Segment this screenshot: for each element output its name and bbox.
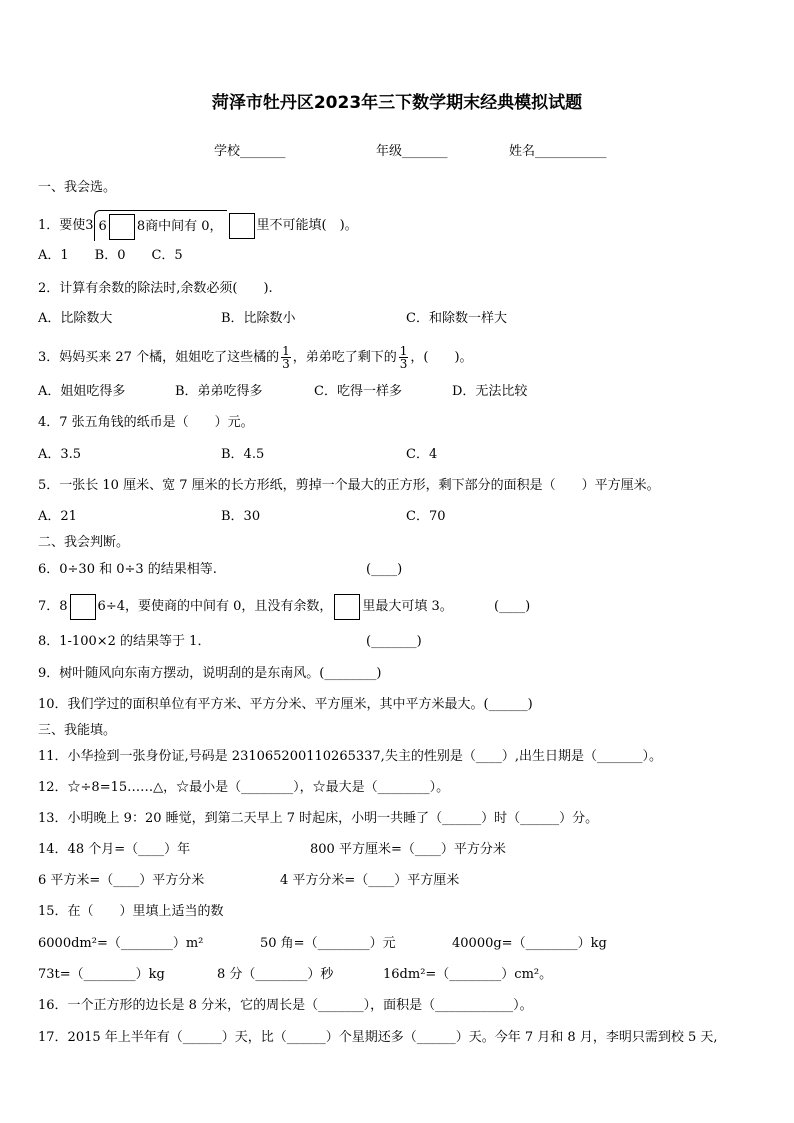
q2-option-b[interactable]: B．比除数小 bbox=[221, 311, 296, 326]
q4-option-b[interactable]: B．4.5 bbox=[221, 447, 265, 462]
name-field[interactable]: 姓名___________ bbox=[509, 144, 607, 159]
question-10: 10．我们学过的面积单位有平方米、平方分米、平方厘米，其中平方米最大。(______) bbox=[38, 697, 533, 712]
q7-answer-blank[interactable]: (____) bbox=[494, 599, 531, 614]
frac-num: 1 bbox=[282, 344, 290, 358]
q15-item-4: 73t=（________）kg bbox=[38, 967, 165, 982]
question-14a: 14．48 个月=（____）年 bbox=[38, 842, 191, 857]
q3-mid: ，弟弟吃了剩下的 bbox=[292, 350, 397, 365]
section-heading-1: 一、我会选。 bbox=[38, 180, 117, 195]
q3-option-a[interactable]: A．姐姐吃得多 bbox=[38, 384, 126, 399]
question-2: 2．计算有余数的除法时,余数必须( ). bbox=[38, 281, 273, 296]
q8-answer-blank[interactable]: (_______) bbox=[366, 634, 422, 649]
q1-post: 里不可能填( )。 bbox=[256, 218, 358, 233]
q3-post: ，( )。 bbox=[410, 350, 473, 365]
section-heading-2: 二、我会判断。 bbox=[38, 535, 130, 550]
section-heading-3: 三、我能填。 bbox=[38, 723, 117, 738]
q1-dividend-first: 6 bbox=[98, 219, 107, 234]
q2-option-a[interactable]: A．比除数大 bbox=[38, 311, 113, 326]
question-16: 16．一个正方形的边长是 8 分米，它的周长是（_______），面积是（____________）。 bbox=[38, 998, 533, 1013]
q6-answer-blank[interactable]: (____) bbox=[366, 562, 403, 577]
frac-num: 1 bbox=[399, 344, 408, 358]
question-15: 15．在（ ）里填上适当的数 bbox=[38, 904, 224, 919]
q3-option-c[interactable]: C．吃得一样多 bbox=[314, 384, 402, 399]
q5-option-b[interactable]: B．30 bbox=[221, 509, 261, 524]
q1-pre: 1．要使3 bbox=[38, 218, 94, 233]
question-7 bbox=[38, 593, 453, 621]
fraction-one-third-a bbox=[281, 345, 291, 370]
q1-dividend-last: 8商中间有 0， bbox=[136, 219, 223, 234]
q15-item-1: 6000dm²=（________）m² bbox=[38, 936, 204, 951]
q15-item-6: 16dm²=（________）cm²。 bbox=[383, 967, 553, 982]
q1-answer-box[interactable] bbox=[229, 213, 255, 239]
fraction-one-third-b bbox=[399, 345, 409, 370]
q15-item-3: 40000g=（________）kg bbox=[452, 936, 607, 951]
q15-item-2: 50 角=（________）元 bbox=[260, 936, 396, 951]
question-11: 11．小华捡到一张身份证,号码是 231065200110265337,失主的性别是（____）,出生日期是（_______）。 bbox=[38, 749, 662, 764]
q1-options: A．1 B．0 C．5 bbox=[38, 248, 183, 263]
question-14c: 6 平方米=（____）平方分米 bbox=[38, 873, 205, 888]
question-13: 13．小明晚上 9：20 睡觉，到第二天早上 7 时起床，小明一共睡了（______）时（______）分。 bbox=[38, 811, 599, 826]
question-3 bbox=[38, 343, 473, 373]
question-17: 17．2015 年上半年有（______）天，比（______）个星期还多（______）天。今年 7 月和 8 月，李明只需到校 5 天, bbox=[38, 1030, 718, 1045]
frac-den: 3 bbox=[399, 357, 408, 371]
q7-pre: 7．8 bbox=[38, 599, 68, 614]
grade-field[interactable]: 年级_______ bbox=[376, 144, 448, 159]
school-field[interactable]: 学校_______ bbox=[214, 144, 286, 159]
q7-digit-box[interactable] bbox=[70, 594, 96, 620]
q7-answer-box[interactable] bbox=[334, 594, 360, 620]
frac-den: 3 bbox=[282, 357, 290, 371]
question-4: 4．7 张五角钱的纸币是（ ）元。 bbox=[38, 415, 254, 430]
q3-option-b[interactable]: B．弟弟吃得多 bbox=[175, 384, 263, 399]
question-9: 9．树叶随风向东南方摆动，说明刮的是东南风。(________) bbox=[38, 666, 382, 681]
q1-dividend-box[interactable] bbox=[109, 214, 135, 240]
question-12: 12．☆÷8=15……△，☆最小是（________），☆最大是（________）。 bbox=[38, 780, 450, 795]
question-14d: 4 平方分米=（____）平方厘米 bbox=[280, 873, 460, 888]
q2-option-c[interactable]: C．和除数一样大 bbox=[406, 311, 507, 326]
q3-option-d[interactable]: D．无法比较 bbox=[452, 384, 528, 399]
page-title: 菏泽市牡丹区2023年三下数学期末经典模拟试题 bbox=[211, 93, 583, 113]
question-1 bbox=[38, 210, 358, 241]
q15-item-5: 8 分（________）秒 bbox=[217, 967, 334, 982]
long-division-bracket bbox=[94, 210, 227, 241]
q5-option-c[interactable]: C．70 bbox=[406, 509, 446, 524]
q7-post: 里最大可填 3。 bbox=[362, 599, 453, 614]
q7-mid: 6÷4，要使商的中间有 0，且没有余数， bbox=[97, 599, 333, 614]
q4-option-a[interactable]: A．3.5 bbox=[38, 447, 82, 462]
question-5: 5．一张长 10 厘米、宽 7 厘米的长方形纸，剪掉一个最大的正方形，剩下部分的面积是（ ）平方厘米。 bbox=[38, 478, 660, 493]
question-14b: 800 平方厘米=（____）平方分米 bbox=[310, 842, 506, 857]
question-8: 8．1-100×2 的结果等于 1． bbox=[38, 634, 211, 649]
q3-pre: 3．妈妈买来 27 个橘，姐姐吃了这些橘的 bbox=[38, 350, 280, 365]
question-6: 6．0÷30 和 0÷3 的结果相等. bbox=[38, 562, 217, 577]
q4-option-c[interactable]: C．4 bbox=[406, 447, 438, 462]
q5-option-a[interactable]: A．21 bbox=[38, 509, 77, 524]
